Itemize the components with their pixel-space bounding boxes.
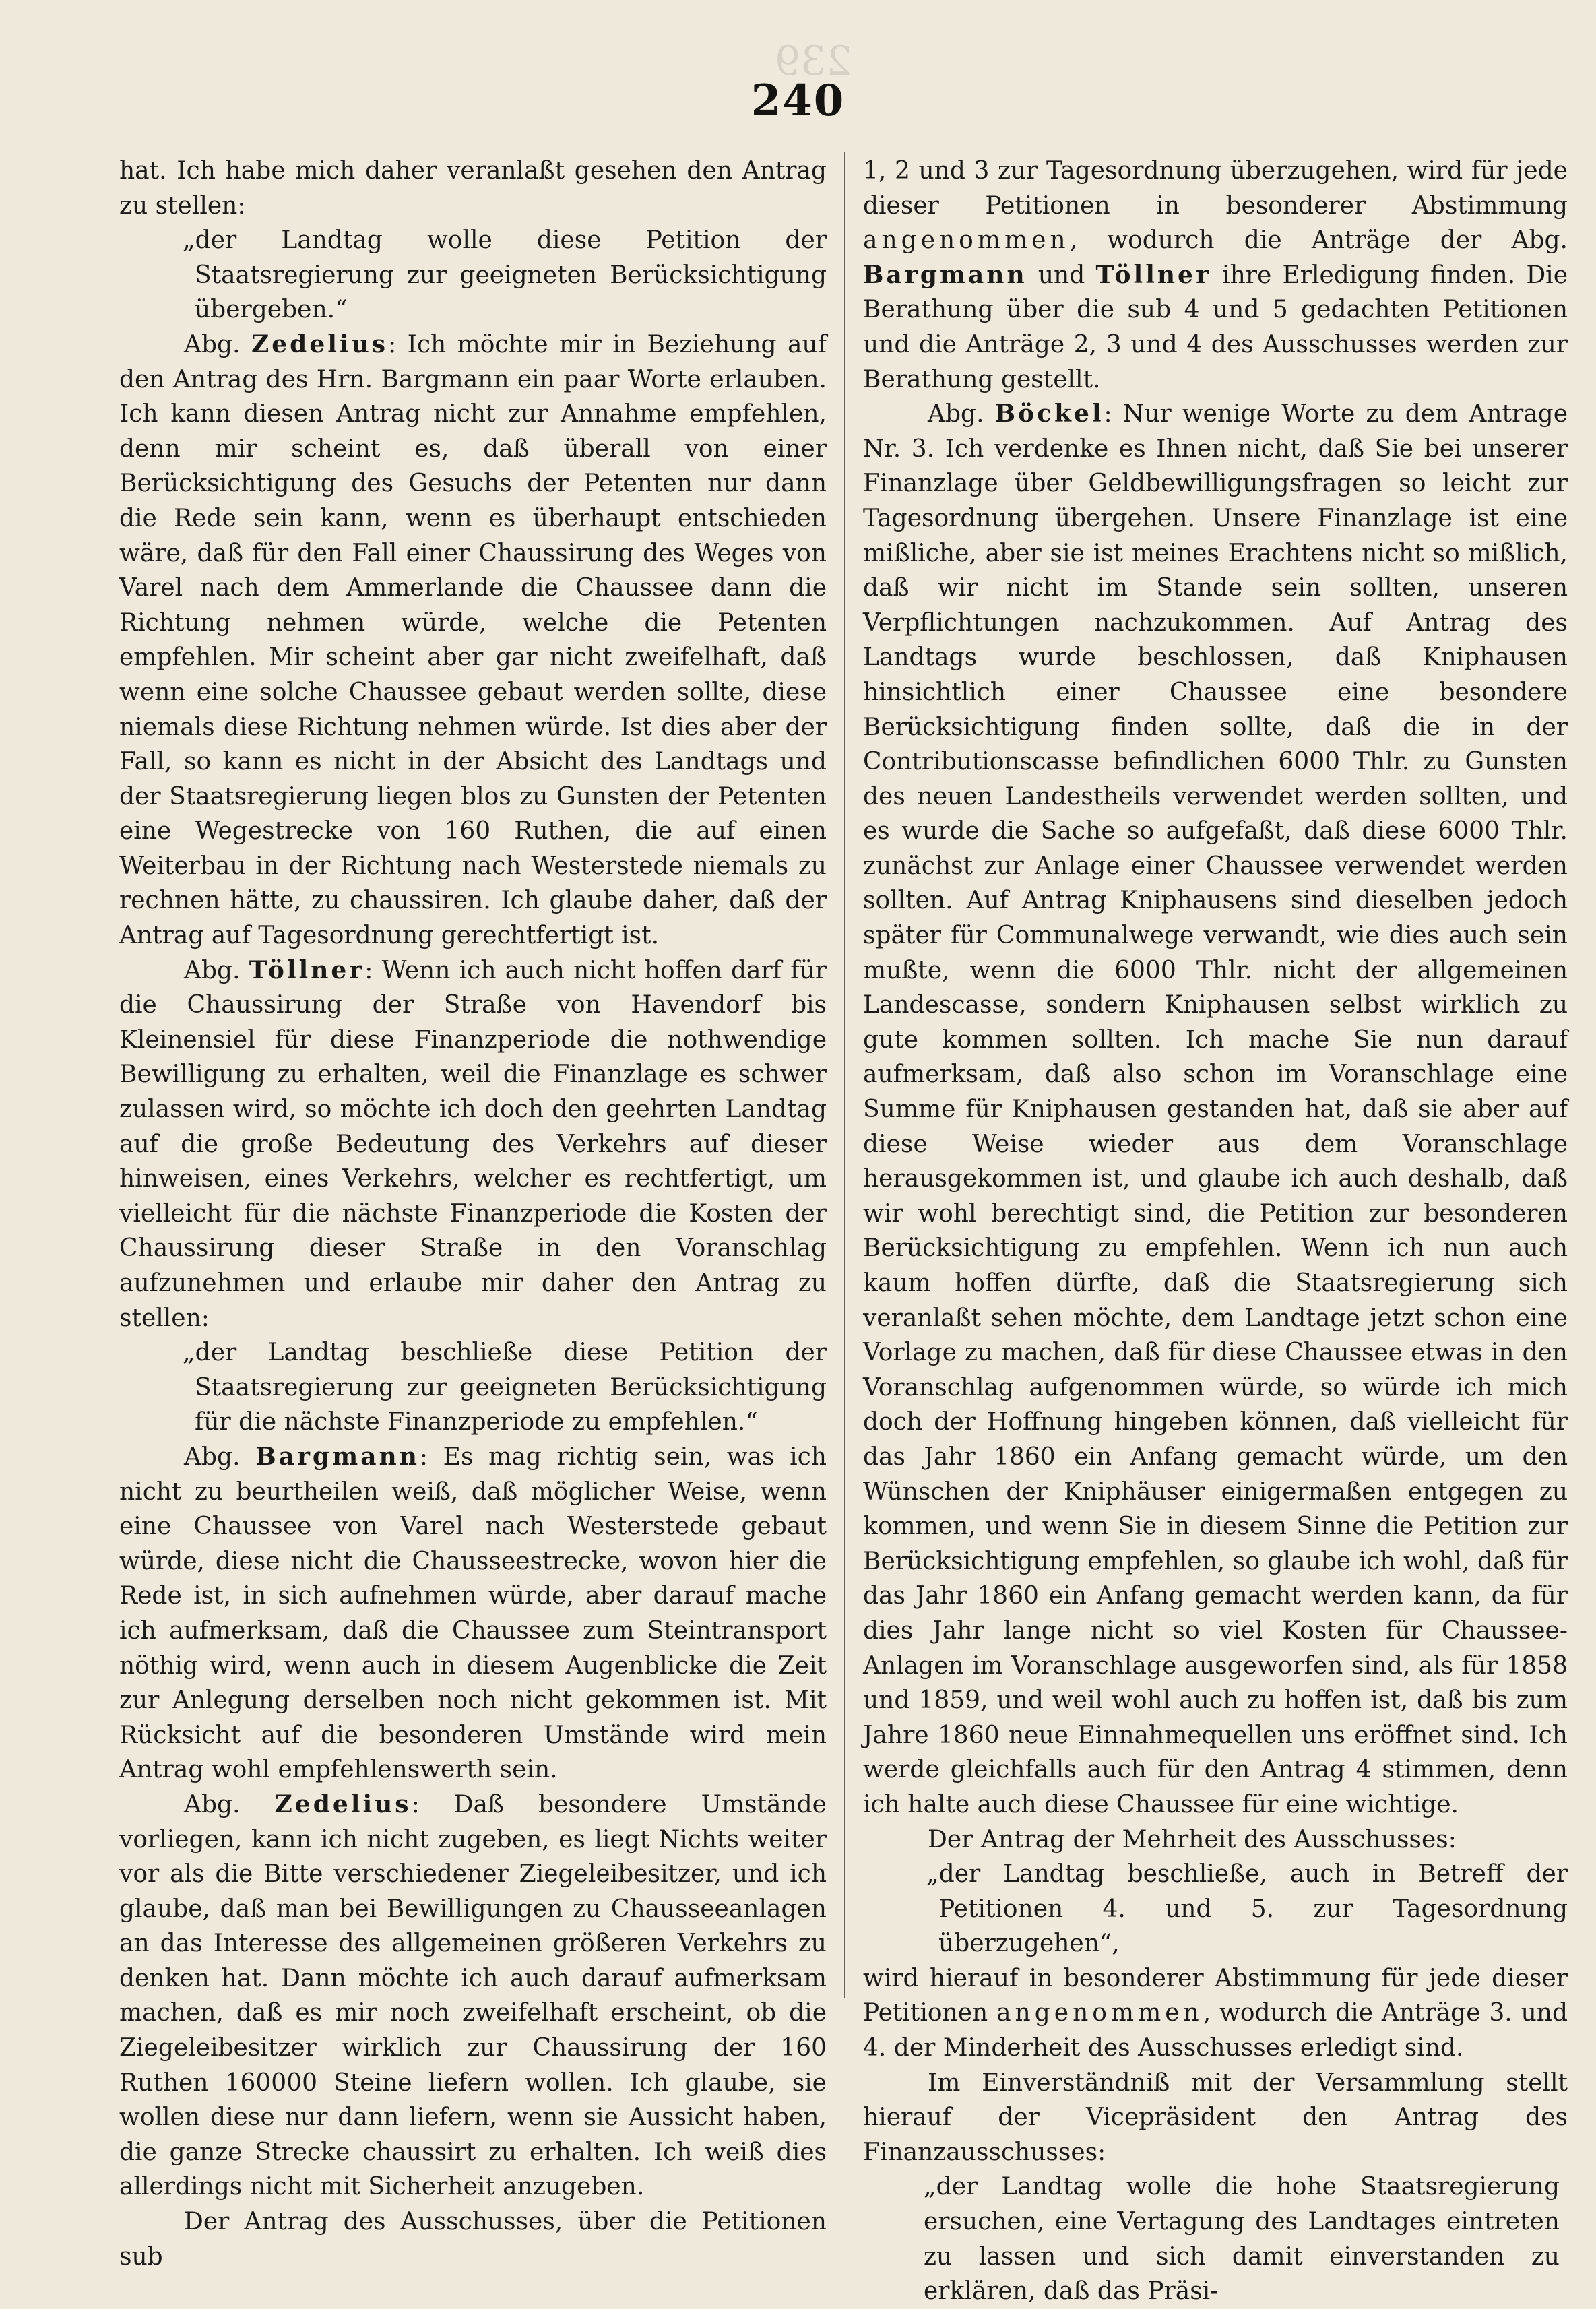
speech-text: : Daß besondere Umstände vorliegen, kann ich nicht zugeben, es liegt Nichts weiter vor als die Bitte verschiedener Ziegeleibesitzer, und ich glaube, daß man bei Bewilligungen zu Chausseeanlagen an das Interesse des allgemeinen größeren Verkehrs zu denken hat. Dann möchte ich auch darauf aufmerksam machen, daß es mir noch zweifelhaft erscheint, ob die Ziegeleibesitzer wirklich zur Chaussirung der 160 Ruthen 160000 Steine liefern wollen. Ich glaube, sie wollen diese nur dann liefern, wenn sie Aussicht haben, die ganze Strecke chaussirt zu erhalten. Ich weiß dies allerdings nicht mit Sicherheit anzugeben. [119,1790,827,2201]
left-motion-bargmann: „der Landtag wolle diese Petition der Staatsregierung zur geeigneten Berücksichtigung übergeben.“ [183,226,827,324]
speaker-name: Böckel [994,400,1104,429]
speaker-prefix: Abg. [184,1790,275,1818]
text-run: wird hierauf in besonderer Abstimmung für jede dieser Petitionen [863,1964,1568,2027]
text-run: , wodurch die Anträge 3. und 4. der Minderheit des Ausschusses erledigt sind. [863,1999,1568,2062]
speaker-prefix: Abg. [184,956,249,984]
right-paragraph-vote [863,154,1568,397]
right-paragraph-vicepresident: Im Einverständniß mit der Versammlung stellt hierauf der Vicepräsident den Antrag des Finanzausschusses: [863,2068,1568,2166]
text-run: und [1027,261,1096,289]
right-motion-finance: „der Landtag wolle die hohe Staatsregierung ersuchen, eine Vertagung des Landtages eintreten zu lassen und sich damit einverstanden zu erklären, daß das Präsi- [924,2173,1560,2306]
speaker-name: Zedelius [251,329,389,358]
text-run: 1, 2 und 3 zur Tagesordnung überzugehen, wird für jede dieser Petitionen in besonderer Abstimmung [863,157,1568,220]
right-column [863,154,1568,2309]
speech-text: : Ich möchte mir in Beziehung auf den Antrag des Hrn. Bargmann ein paar Worte erlauben. Ich kann diesen Antrag nicht zur Annahme empfehlen, denn mir scheint es, daß überall von einer Berücksichtigung des Gesuchs der Petenten nur dann die Rede sein kann, wenn es überhaupt entschieden wäre, daß für den Fall einer Chaussirung des Weges von Varel nach dem Ammerlande die Chaussee dann die Richtung nehmen würde, welche die Petenten empfehlen. Mir scheint aber gar nicht zweifelhaft, daß wenn eine solche Chaussee gebaut werden sollte, diese niemals diese Richtung nehmen würde. Ist dies aber der Fall, so kann es nicht in der Absicht des Landtags und der Staatsregierung liegen blos zu Gunsten der Petenten eine Wegestrecke von 160 Ruthen, die auf einen Weiterbau in der Richtung nach Westerstede niemals zu rechnen hätte, zu chaussiren. Ich glaube daher, daß der Antrag auf Tagesordnung gerechtfertigt ist. [119,330,827,950]
column-divider [844,152,845,1998]
left-paragraph-1: hat. Ich habe mich daher veranlaßt gesehen den Antrag zu stellen: [119,157,827,220]
left-column [119,154,827,2274]
speaker-name: Bargmann [255,1442,420,1471]
speaker-prefix: Abg. [184,330,251,358]
spaced-word: angenommen [996,1999,1203,2027]
text-run: , wodurch die Anträge der Abg. [1069,226,1568,255]
right-motion-majority: „der Landtag beschließe, auch in Betreff der Petitionen 4. und 5. zur Tagesordnung überzugehen“, [926,1860,1568,1958]
left-speech-bargmann [119,1440,827,1788]
left-speech-zedelius-1 [119,327,827,953]
speaker-name: Töllner [249,955,365,984]
page-number: 240 [751,75,845,126]
spaced-word: angenommen [863,226,1070,255]
speech-text: : Wenn ich auch nicht hoffen darf für die Chaussirung der Straße von Havendorf bis Kleinensiel für diese Finanzperiode die nothwendige Bewilligung zu erhalten, weil die Finanzlage es schwer zulassen wird, so möchte ich doch den geehrten Landtag auf die große Bedeutung des Verkehrs auf dieser hinweisen, eines Verkehrs, welcher es rechtfertigt, um vielleicht für die nächste Finanzperiode die Kosten der Chaussirung dieser Straße in den Voranschlag aufzunehmen und erlaube mir daher den Antrag zu stellen: [119,956,827,1332]
right-paragraph-majority: Der Antrag der Mehrheit des Ausschusses: [928,1825,1457,1854]
right-speech-boeckel [863,397,1568,1822]
text-run: ihre Erledigung finden. Die Berathung über die sub 4 und 5 gedachten Petitionen und die Anträge 2, 3 und 4 des Ausschusses werden zur Berathung gestellt. [863,261,1568,393]
speech-text: : Es mag richtig sein, was ich nicht zu beurtheilen weiß, daß möglicher Weise, wenn eine Chaussee von Varel nach Westerstede gebaut würde, diese nicht die Chausseestrecke, wovon hier die Rede ist, in sich aufnehmen würde, aber darauf mache ich aufmerksam, daß die Chaussee zum Steintransport nöthig wird, wenn auch in diesem Augenblicke die Zeit zur Anlegung derselben noch nicht gekommen ist. Mit Rücksicht auf die besonderen Umstände wird mein Antrag wohl empfehlenswerth sein. [119,1443,827,1784]
left-motion-toellner: „der Landtag beschließe diese Petition der Staatsregierung zur geeigneten Berücksichtigung für die nächste Finanzperiode zu empfehlen.“ [183,1339,827,1436]
speaker-prefix: Abg. [928,400,995,429]
speaker-name: Bargmann [863,260,1027,289]
speech-text: : Nur wenige Worte zu dem Antrage Nr. 3. Ich verdenke es Ihnen nicht, daß Sie bei unserer Finanzlage über Geldbewilligungsfragen so leicht zur Tagesordnung übergehen. Unsere Finanzlage ist eine mißliche, aber sie ist meines Erachtens nicht so mißlich, daß wir nicht im Stande sein sollten, unseren Verpflichtungen nachzukommen. Auf Antrag des Landtags wurde beschlossen, daß Kniphausen hinsichtlich einer Chaussee eine besondere Berücksichtigung finden sollte, daß die in der Contributionscasse befindlichen 6000 Thlr. zu Gunsten des neuen Landestheils verwendet werden sollten, und es wurde die Sache so aufgefaßt, daß diese 6000 Thlr. zunächst zur Anlage einer Chaussee verwendet werden sollten. Auf Antrag Kniphausens sind dieselben jedoch später für Communalwege verwandt, wie dies auch sein mußte, wenn die 6000 Thlr. nicht der allgemeinen Landescasse, sondern Kniphausen selbst wirklich zu gute kommen sollten. Ich mache Sie nun darauf aufmerksam, daß also schon im Voranschlage eine Summe für Kniphausen gestanden hat, daß sie aber auf diese Weise wieder aus dem Voranschlage herausgekommen ist, und glaube ich auch deshalb, daß wir wohl berechtigt sind, die Petition zur besonderen Berücksichtigung zu empfehlen. Wenn ich nun auch kaum hoffen dürfte, daß die Staatsregierung sich veranlaßt sehen möchte, dem Landtage jetzt schon eine Vorlage zu machen, daß für diese Chaussee etwas in den Voranschlag aufgenommen würde, so würde ich mich doch der Hoffnung hingeben können, daß vielleicht für das Jahr 1860 ein Anfang gemacht würde, um den Wünschen der Kniphäuser einigermaßen entgegen zu kommen, und wenn Sie in diesem Sinne die Petition zur Berücksichtigung empfehlen, so glaube ich wohl, daß für das Jahr 1860 ein Anfang gemacht werden kann, da für dies Jahr lange nicht so viel Kosten für Chaussee-Anlagen im Voranschlage ausgeworfen sind, als für 1858 und 1859, und weil wohl auch zu hoffen ist, daß bis zum Jahre 1860 neue Einnahmequellen uns eröffnet sind. Ich werde gleichfalls auch für den Antrag 4 stimmen, denn ich halte auch diese Chaussee für eine wichtige. [863,400,1568,1818]
left-paragraph-committee: Der Antrag des Ausschusses, über die Petitionen sub [119,2208,827,2271]
right-paragraph-adopted [863,1961,1568,2066]
bleed-page-number: 239 [775,38,852,85]
left-speech-zedelius-2 [119,1788,827,2205]
speaker-name: Töllner [1095,260,1211,289]
speaker-prefix: Abg. [184,1443,256,1471]
speaker-name: Zedelius [274,1790,412,1818]
left-speech-toellner [119,953,827,1336]
